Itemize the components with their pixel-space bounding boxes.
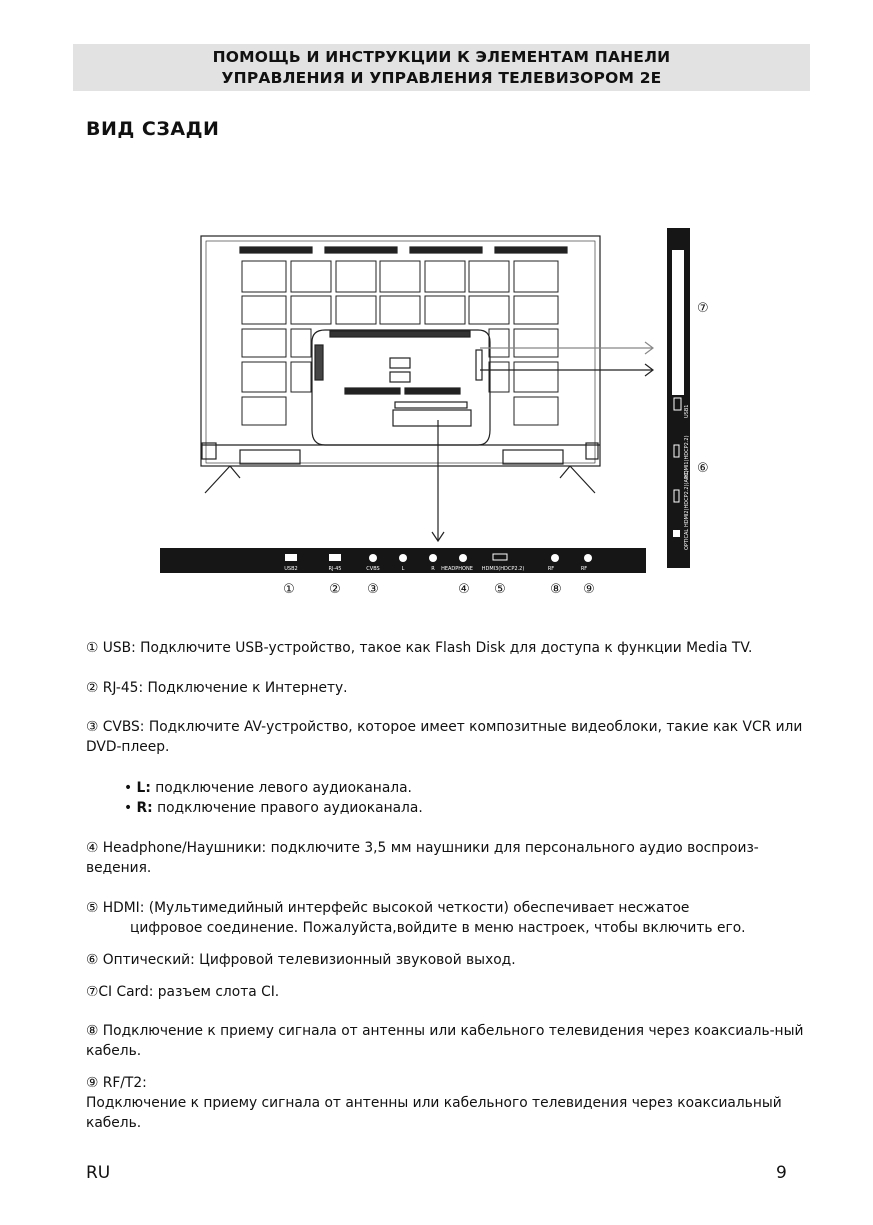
port-label-rf1: RF (547, 566, 555, 572)
num-9: ⑨ (583, 582, 595, 597)
item-ci: ⑦CI Card: разъем слота CI. (86, 984, 280, 1000)
item-audio-r (124, 798, 423, 818)
num-5: ⑤ (494, 582, 506, 597)
tv-back-panel (201, 236, 600, 493)
side-label-usb1: USB1 (684, 404, 690, 418)
audio-l-label: L: (136, 780, 151, 796)
port-label-l: L (401, 566, 405, 572)
side-label-hdmi1: HDMI1(HDCP2.2) (684, 435, 690, 478)
item-optical: ⑥ Оптический: Цифровой телевизионный звуковой выход. (86, 952, 516, 968)
rf-text: Подключение к приему сигнала от антенны или кабельного телевидения через коаксиальный кабель. (86, 1095, 782, 1131)
num-8: ⑧ (550, 582, 562, 597)
hdmi-line-2: цифровое соединение. Пожалуйста,войдите в меню настроек, чтобы включить его. (130, 920, 746, 936)
port-label-usb2: USB2 (284, 566, 298, 572)
side-label-hdmi2: HDMI2(HDCP2.2)(ARC) (684, 470, 690, 527)
num-4: ④ (458, 582, 470, 597)
bullet: • (124, 780, 137, 796)
item-audio-l (124, 778, 412, 798)
item-hdmi (86, 898, 816, 938)
header-line-2: УПРАВЛЕНИЯ И УПРАВЛЕНИЯ ТЕЛЕВИЗОРОМ 2E (221, 69, 662, 87)
port-label-headphone: HEADPHONE (441, 566, 473, 572)
num-7: ⑦ (697, 301, 709, 316)
num-6: ⑥ (697, 461, 709, 476)
section-title: ВИД СЗАДИ (86, 118, 220, 140)
rf-title: ⑨ RF/T2: (86, 1075, 147, 1091)
side-label-optical: OPTICAL (684, 528, 690, 550)
item-headphone: ④ Headphone/Наушники: подключите 3,5 мм наушники для персонального аудио воспроиз-ведения. (86, 840, 759, 876)
audio-r-text: подключение правого аудиоканала. (152, 800, 423, 816)
port-label-hdmi3: HDMI3(HDCP2.2) (481, 566, 525, 572)
footer-lang: RU (86, 1163, 111, 1183)
num-3: ③ (367, 582, 379, 597)
item-cvbs: ③ CVBS: Подключите AV-устройство, которое имеет композитные видеоблоки, такие как VCR или DVD-плеер. (86, 719, 803, 755)
page-number: 9 (776, 1163, 787, 1183)
audio-l-text: подключение левого аудиоканала. (150, 780, 412, 796)
audio-r-label: R: (136, 800, 153, 816)
item-antenna: ⑧ Подключение к приему сигнала от антенны или кабельного телевидения через коаксиаль-ный кабель. (86, 1023, 804, 1059)
hdmi-line-1: ⑤ HDMI: (Мультимедийный интерфейс высокой четкости) обеспечивает несжатое (86, 900, 690, 916)
num-2: ② (329, 582, 341, 597)
connector-arrows (432, 342, 653, 541)
side-port-strip (667, 228, 709, 568)
port-label-r: R (431, 566, 435, 572)
header-line-1: ПОМОЩЬ И ИНСТРУКЦИИ К ЭЛЕМЕНТАМ ПАНЕЛИ (212, 48, 671, 66)
port-label-rj45: RJ-45 (328, 566, 342, 572)
bottom-port-strip (160, 548, 646, 597)
item-rj45: ② RJ-45: Подключение к Интернету. (86, 680, 348, 696)
bullet: • (124, 800, 137, 816)
port-label-cvbs: CVBS (366, 566, 380, 572)
item-usb: ① USB: Подключите USB-устройство, такое как Flash Disk для доступа к функции Media TV. (86, 640, 753, 656)
port-label-rf2: RF (580, 566, 588, 572)
item-rf (86, 1073, 816, 1133)
num-1: ① (283, 582, 295, 597)
